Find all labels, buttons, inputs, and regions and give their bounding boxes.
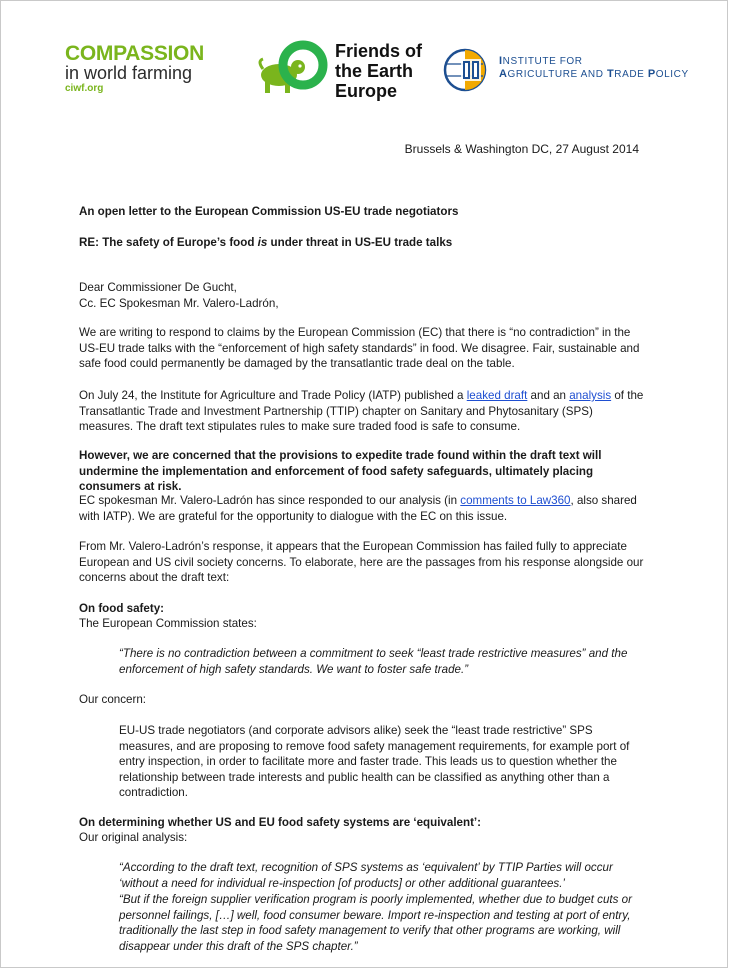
paragraph-5: From Mr. Valero-Ladrón’s response, it appears that the European Commission has failed fully to appreciate European and US civil society concerns. To elaborate, here are the passages from his response alongside our concerns about the draft text: (79, 540, 644, 585)
law360-comments-link[interactable]: comments to Law360 (460, 494, 571, 507)
section-1-title: On food safety: (79, 602, 165, 615)
iatp-globe-icon (443, 47, 493, 93)
logo-bar (1, 31, 727, 111)
section-2-quote-2: “But if the foreign supplier verification program is poorly implemented, whether due to budget cuts or personnel failings, […] well, food consumer beware. Import re-inspection and testing at port of entry, traditionally the last step in food safety management to verify that other programs are working, will disappear under this draft of the SPS chapter.” (119, 893, 632, 953)
paragraph-4-part-a: EC spokesman Mr. Valero-Ladrón has since responded to our analysis (in (79, 494, 461, 507)
ciwf-logo-url: ciwf.org (65, 83, 104, 94)
section-1-concern-label: Our concern: (79, 693, 147, 706)
iatp-line2-a: GRICULTURE AND (507, 69, 607, 80)
foe-ring-icon (277, 39, 329, 91)
section-2-intro: Our original analysis: (79, 831, 188, 844)
iatp-line2-c: OLICY (655, 69, 689, 80)
letter-heading: An open letter to the European Commission US-EU trade negotiators (79, 205, 459, 218)
foe-logo[interactable] (277, 39, 423, 101)
analysis-link[interactable]: analysis (569, 389, 612, 402)
iatp-cap-a: A (499, 68, 508, 80)
paragraph-4-part-b: , also shared with IATP). We are grateful for the opportunity to dialogue with the EC on this issue. (79, 494, 637, 523)
paragraph-1: We are writing to respond to claims by the European Commission (EC) that there is “no contradiction” in the US-EU trade talks with the “enforcement of high safety standards” in food. We disagree. Fair, sustainable and safe food could permanently be damaged by the transatlantic trade deal on the table. (79, 326, 640, 371)
foe-logo-text (335, 41, 422, 101)
paragraph-2 (79, 388, 644, 435)
iatp-line2-b: RADE (614, 69, 648, 80)
ciwf-logo-title: COMPASSION (65, 42, 204, 65)
foe-logo-line1: Friends of (335, 41, 423, 61)
leaked-draft-link[interactable]: leaked draft (466, 389, 528, 402)
section-1-intro: The European Commission states: (79, 617, 257, 630)
subject-emphasis: is (257, 236, 268, 249)
section-2-quote-1: “According to the draft text, recognition of SPS systems as ‘equivalent’ by TTIP Parties will occur ‘without a need for individual re-inspection [of products] or other additional guarantees.’ (119, 861, 613, 890)
letter-date: Brussels & Washington DC, 27 August 2014 (404, 142, 639, 156)
section-1-concern: EU-US trade negotiators (and corporate advisors alike) seek the “least trade restrictive” SPS measures, and are proposing to remove food safety management requirements, for example port of entry inspection, in order to facilitate more and faster trade. This leads us to question whether the relationship between trade interests and public health can be classified as anything other than a contradiction. (119, 724, 630, 800)
paragraph-2-part-b: and an (527, 389, 570, 402)
salutation-line-1: Dear Commissioner De Gucht, (79, 281, 237, 294)
paragraph-4 (79, 493, 644, 524)
subject-part-b: under threat in US-EU trade talks (267, 236, 453, 249)
iatp-logo-text (499, 55, 689, 81)
iatp-cap-i: I (499, 55, 503, 67)
iatp-logo[interactable] (443, 47, 689, 98)
paragraph-2-part-a: On July 24, the Institute for Agriculture and Trade Policy (IATP) published a (79, 389, 467, 402)
iatp-logo-line1 (499, 55, 689, 68)
salutation-line-2: Cc. EC Spokesman Mr. Valero-Ladrón, (79, 297, 279, 310)
iatp-cap-t: T (606, 68, 615, 80)
ciwf-logo-subtitle: in world farming (65, 63, 193, 83)
iatp-cap-p: P (647, 68, 656, 80)
paragraph-2-part-c: of the Transatlantic Trade and Investment Partnership (TTIP) chapter on Sanitary and Phytosanitary (SPS) measures. The draft text stipulates rules to make sure traded food is safe to consume. (79, 389, 644, 434)
section-1-quote: “There is no contradiction between a commitment to seek “least trade restrictive measures” and the enforcement of high safety standards. We want to foster safe trade.” (119, 647, 628, 676)
ciwf-logo[interactable] (65, 43, 204, 95)
section-2-title: On determining whether US and EU food safety systems are ‘equivalent’: (79, 816, 482, 829)
foe-logo-line2: the Earth (335, 61, 414, 81)
iatp-logo-line2 (499, 68, 689, 81)
paragraph-3-emphasis: However, we are concerned that the provisions to expedite trade found within the draft text will undermine the implementation and enforcement of food safety safeguards, ultimately placing consumers at risk. (79, 449, 602, 494)
iatp-line1-rest: NSTITUTE FOR (502, 56, 583, 67)
letter-subject (79, 235, 644, 251)
foe-logo-line3: Europe (335, 81, 398, 101)
subject-part-a: RE: The safety of Europe’s food (79, 236, 258, 249)
